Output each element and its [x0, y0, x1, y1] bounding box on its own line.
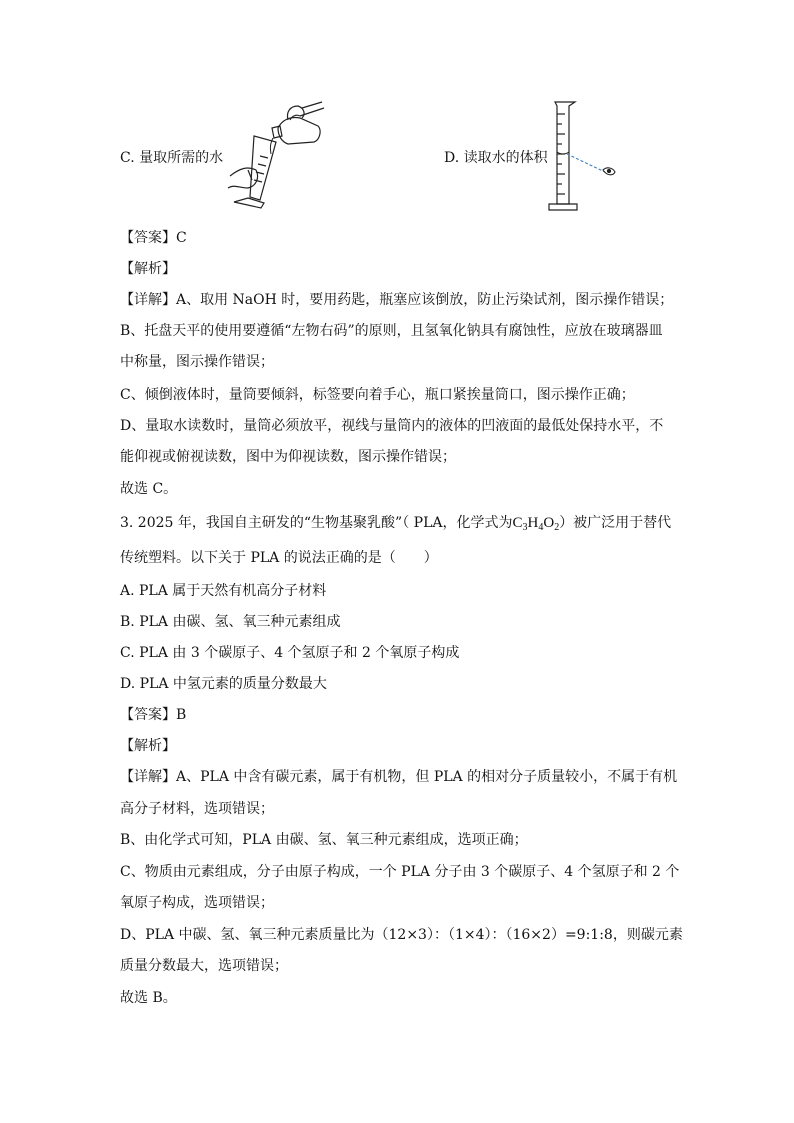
pla-formula: $C_3H_4O_2$	[512, 515, 560, 533]
q2-detail-line: 【详解】A、取用 NaOH 时，要用药匙，瓶塞应该倒放，防止污染试剂，图示操作错误；	[120, 292, 674, 308]
q3-conclusion: 故选 B。	[120, 990, 177, 1006]
q2-detail-line: B、托盘天平的使用要遵循“左物右码”的原则，且氢氧化钠具有腐蚀性，应放在玻璃器皿	[120, 323, 663, 339]
q3-stem-line2: 传统塑料。以下关于 PLA 的说法正确的是（ ）	[120, 550, 438, 566]
q3-stem	[120, 513, 680, 538]
q3-option-c: C. PLA 由 3 个碳原子、4 个氢原子和 2 个氧原子构成	[120, 645, 460, 661]
q2-detail-line: C、倾倒液体时，量筒要倾斜，标签要向着手心，瓶口紧挨量筒口，图示操作正确；	[120, 387, 635, 403]
q3-option-a: A. PLA 属于天然有机高分子材料	[120, 583, 327, 599]
q2-detail-line: 能仰视或俯视读数，图中为仰视读数，图示操作错误；	[120, 449, 456, 465]
q3-stem-part1: 3. 2025 年，我国自主研发的“生物基聚乳酸”（ PLA，化学式为	[120, 515, 513, 531]
q3-detail-line: D、PLA 中碳、氢、氧三种元素质量比为（12×3）：（1×4）：（16×2）=9:1:8，则碳元素	[120, 927, 683, 943]
option-c-label: C. 量取所需的水	[120, 150, 224, 166]
q2-answer: 【答案】C	[120, 230, 187, 246]
q3-stem-part2: ）被广泛用于替代	[559, 515, 672, 531]
q3-detail-line: 氧原子构成，选项错误；	[120, 895, 274, 911]
option-d-label: D. 读取水的体积	[444, 150, 548, 166]
q3-option-d: D. PLA 中氢元素的质量分数最大	[120, 676, 327, 692]
q3-detail-line: 高分子材料，选项错误；	[120, 801, 274, 817]
q2-conclusion: 故选 C。	[120, 481, 178, 497]
q3-detail-line: 【详解】A、PLA 中含有碳元素，属于有机物，但 PLA 的相对分子质量较小，不属于有机	[120, 769, 678, 785]
q3-answer: 【答案】B	[120, 707, 187, 723]
q3-analysis-title: 【解析】	[120, 738, 176, 754]
q3-option-b: B. PLA 由碳、氢、氧三种元素组成	[120, 614, 341, 630]
q3-detail-line: 质量分数最大，选项错误；	[120, 958, 288, 974]
pouring-water-illustration	[226, 98, 326, 216]
q2-detail-line: D、量取水读数时，量筒必须放平，视线与量筒内的液体的凹液面的最低处保持水平，不	[120, 418, 664, 434]
q2-analysis-title: 【解析】	[120, 261, 176, 277]
reading-volume-illustration	[545, 100, 621, 216]
q3-detail-line: C、物质由元素组成，分子由原子构成，一个 PLA 分子由 3 个碳原子、4 个氢原子和 2 个	[120, 864, 680, 880]
q3-detail-line: B、由化学式可知，PLA 由碳、氢、氧三种元素组成，选项正确；	[120, 832, 528, 848]
q2-detail-line: 中称量，图示操作错误；	[120, 354, 274, 370]
